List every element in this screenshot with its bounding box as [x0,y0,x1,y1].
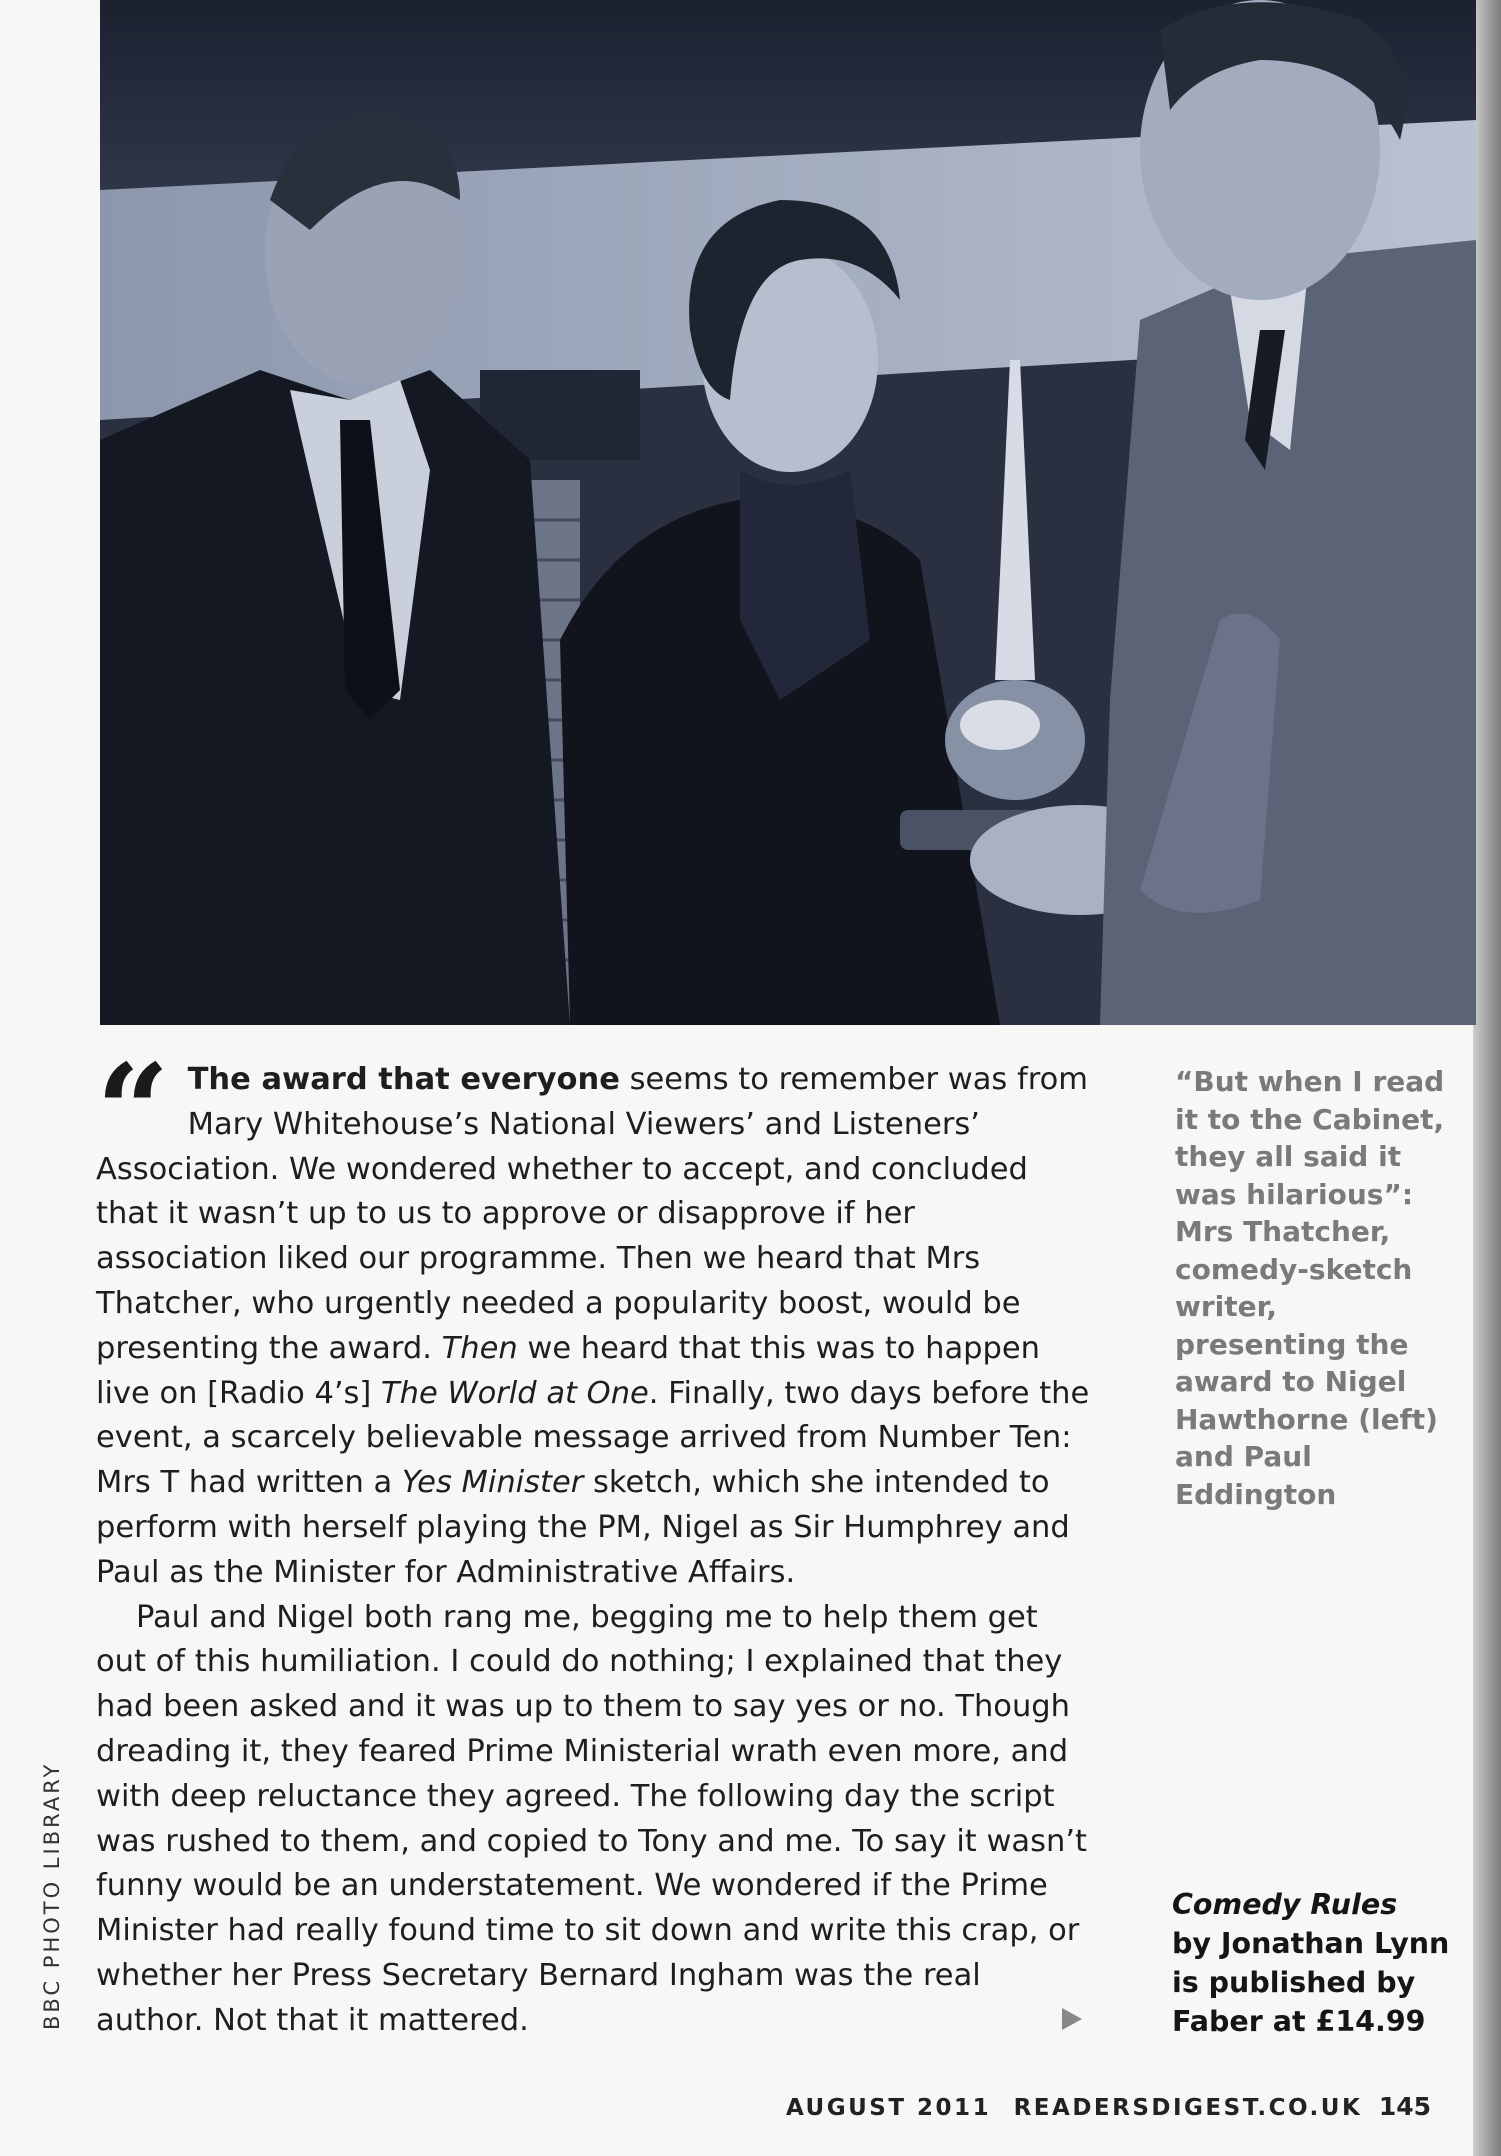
paragraph-1-text-b: we heard that this was to happen live on [Radio 4’s] [96,1330,1041,1411]
book-info [1172,1885,1462,2041]
photo-illustration [100,0,1476,1025]
page-footer [786,2092,1431,2121]
footer-site: READERSDIGEST.CO.UK [1013,2095,1363,2121]
article-body [96,1037,1096,2044]
photo-credit: BBC PHOTO LIBRARY [40,1761,64,2030]
photo-caption: “But when I read it to the Cabinet, they all said it was hilarious”: Mrs Thatcher, comedy-sketch writer, presenting the award to Nigel Hawthorne (left) and Paul Eddington [1175,1065,1445,1511]
italic-show-title: The World at One [381,1375,649,1411]
paragraph-1-text: seems to remember was from Mary Whitehouse’s National Viewers’ and Listeners’ Association. We wondered whether to accept, and concluded that it wasn’t up to us to approve or disapprove if her association liked our programme. Then we heard that Mrs Thatcher, who urgently needed a popularity boost, would be presenting the award. [96,1062,1088,1366]
book-details: by Jonathan Lynn is published by Faber at £14.99 [1172,1927,1450,2038]
italic-yes-minister: Yes Minister [401,1465,584,1501]
lead-in-bold: The award that everyone [187,1062,620,1097]
opening-quote-glyph: “ [96,1037,170,1187]
book-title: Comedy Rules [1172,1888,1398,1921]
award-photo [100,0,1476,1025]
page-edge [1473,0,1501,2156]
paragraph-2: Paul and Nigel both rang me, begging me to help them get out of this humiliation. I could do nothing; I explained that they had been asked and it was up to them to say yes or no. Though dreading it, they feared Prime Ministerial wrath even more, and with deep reluctance they agreed. The following day the script was rushed to them, and copied to Tony and me. To say it wasn’t funny would be an understatement. We wondered if the Prime Minister had really found time to sit down and write this crap, or whether her Press Secretary Bernard Ingham was the real author. Not that it mattered. [96,1599,1087,2038]
footer-date: AUGUST 2011 [785,2095,992,2121]
paragraph-1-text-d: sketch, which she intended to perform with herself playing the PM, Nigel as Sir Humphrey and Paul as the Minister for Administrative Affairs. [96,1465,1070,1590]
paragraph-1-text-c: . Finally, two days before the event, a scarcely believable message arrived from Number Ten: Mrs T had written a [96,1375,1090,1501]
continue-arrow-icon [1062,2008,1082,2030]
italic-then: Then [441,1330,518,1366]
page-number: 145 [1378,2092,1431,2121]
paragraph-1 [96,1037,1096,1596]
